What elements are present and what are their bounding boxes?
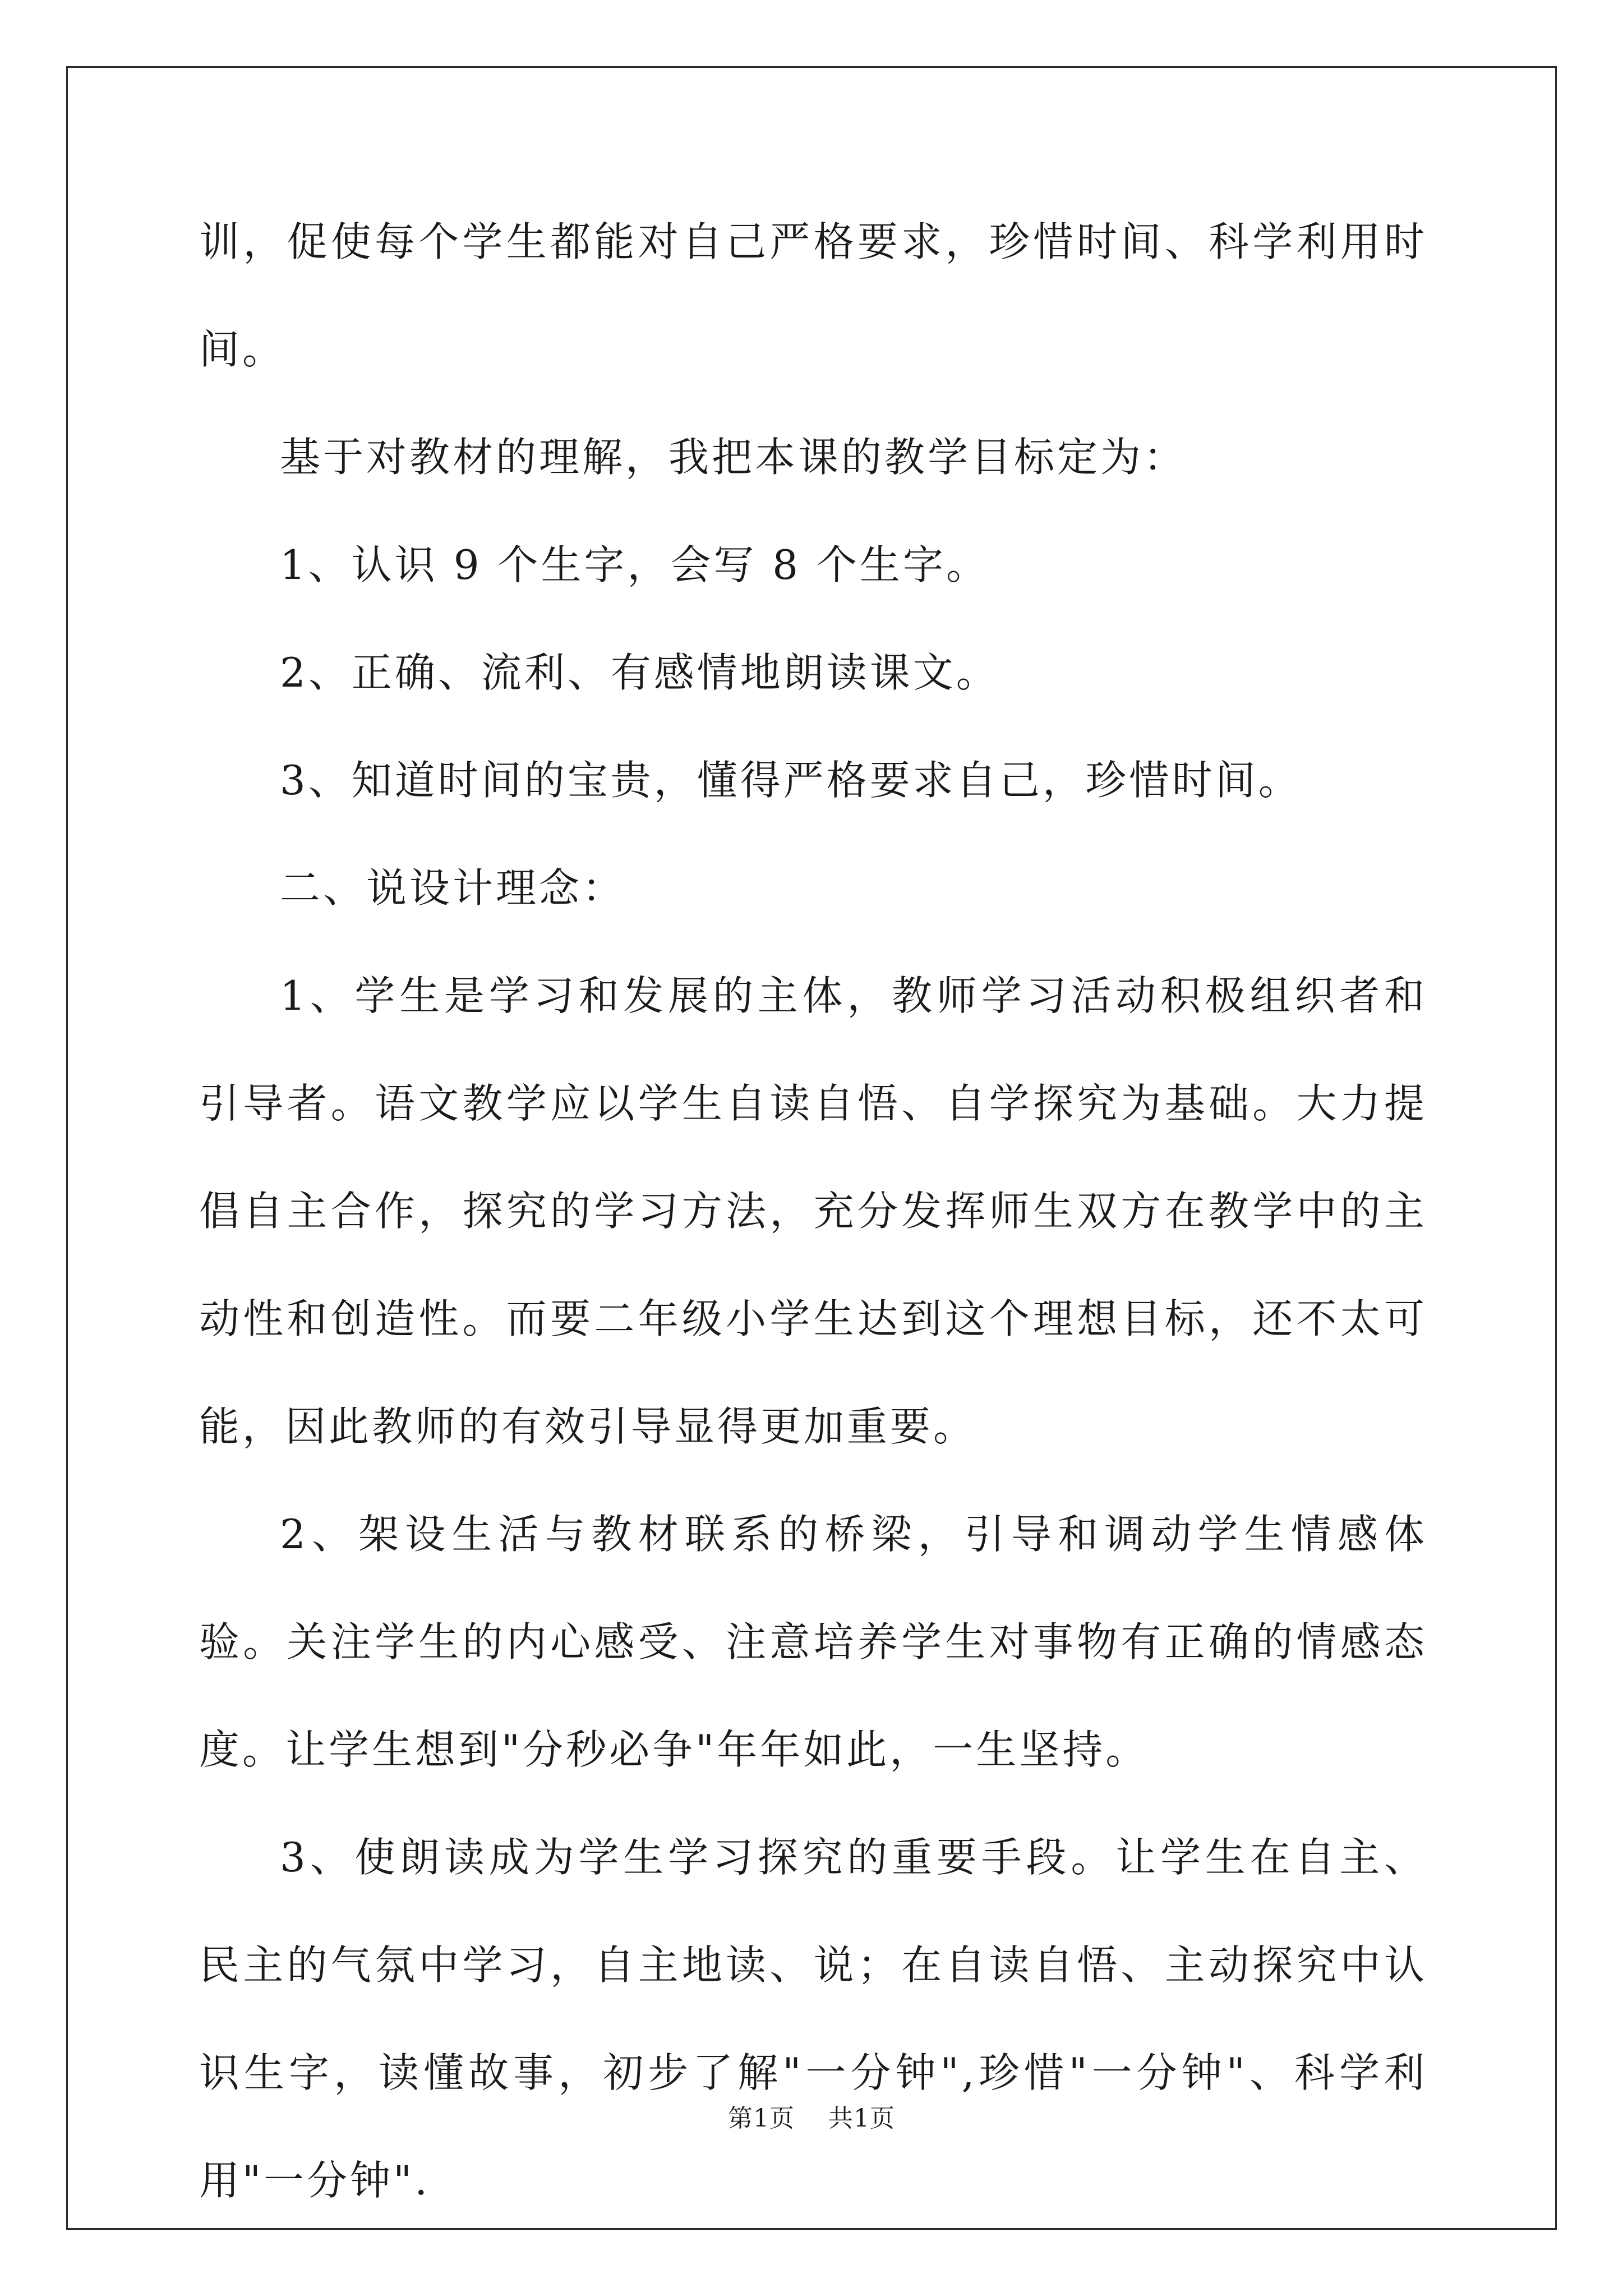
document-body — [199, 188, 1427, 2234]
objective-item-1: 1、认识 9 个生字，会写 8 个生字。 — [280, 541, 989, 588]
concept-item-2: 2、架设生活与教材联系的桥梁，引导和调动学生情感体验。关注学生的内心感受、注意培养学生对事物有正确的情感态度。让学生想到"分秒必争"年年如此，一生坚持。 — [199, 1511, 1427, 1773]
page-number-current: 第1页 — [728, 2104, 795, 2133]
concept-item-3: 3、使朗读成为学生学习探究的重要手段。让学生在自主、民主的气氛中学习，自主地读、说；在自读自悟、主动探究中认识生字，读懂故事，初步了解"一分钟",珍惜"一分钟"、科学利用"一分钟". — [199, 1834, 1427, 2204]
paragraph-continuation: 训，促使每个学生都能对自己严格要求，珍惜时间、科学利用时间。 — [199, 218, 1427, 373]
objective-item-2: 2、正确、流利、有感情地朗读课文。 — [280, 649, 999, 696]
objective-item-3: 3、知道时间的宝贵，懂得严格要求自己，珍惜时间。 — [280, 757, 1302, 804]
page-number-total: 共1页 — [828, 2104, 895, 2133]
paragraph-objectives-intro: 基于对教材的理解，我把本课的教学目标定为： — [280, 434, 1187, 481]
concept-item-1: 1、学生是学习和发展的主体，教师学习活动积极组织者和引导者。语文教学应以学生自读自悟、自学探究为基础。大力提倡自主合作，探究的学习方法，充分发挥师生双方在教学中的主动性和创造性。而要二年级小学生达到这个理想目标，还不太可能，因此教师的有效引导显得更加重要。 — [199, 972, 1427, 1450]
section-heading-design-concept: 二、说设计理念： — [280, 864, 626, 912]
page-footer — [0, 2098, 1623, 2134]
